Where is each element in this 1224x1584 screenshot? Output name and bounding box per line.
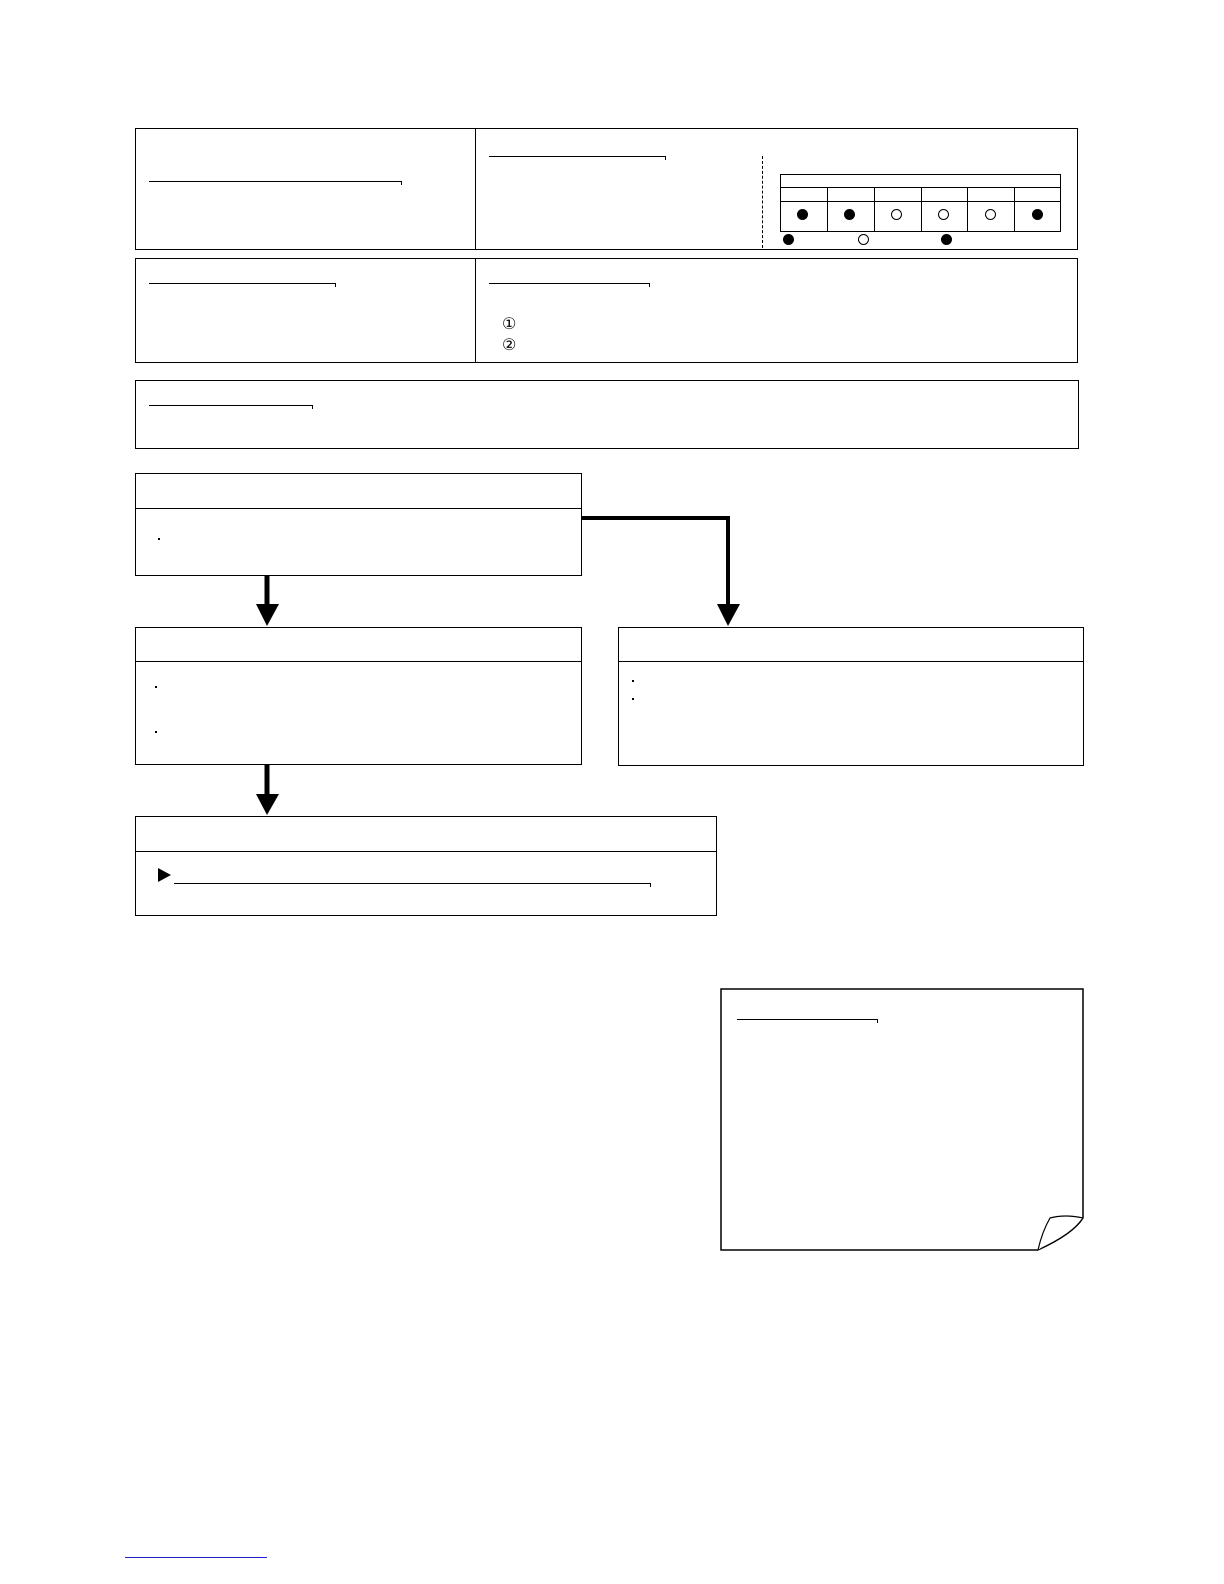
step-2-marker: ② xyxy=(502,337,517,354)
arrow-step1-to-branch-shaft xyxy=(582,518,728,606)
note-heading-underline xyxy=(737,1019,877,1020)
arrow-step2-to-step3-head xyxy=(256,794,279,815)
arrow-step1-to-step2-head xyxy=(256,604,279,626)
note-box xyxy=(720,988,1086,1254)
bottom-link[interactable] xyxy=(125,1549,267,1558)
arrow-step1-to-branch-head xyxy=(717,604,740,626)
step-1-marker: ① xyxy=(502,316,517,333)
